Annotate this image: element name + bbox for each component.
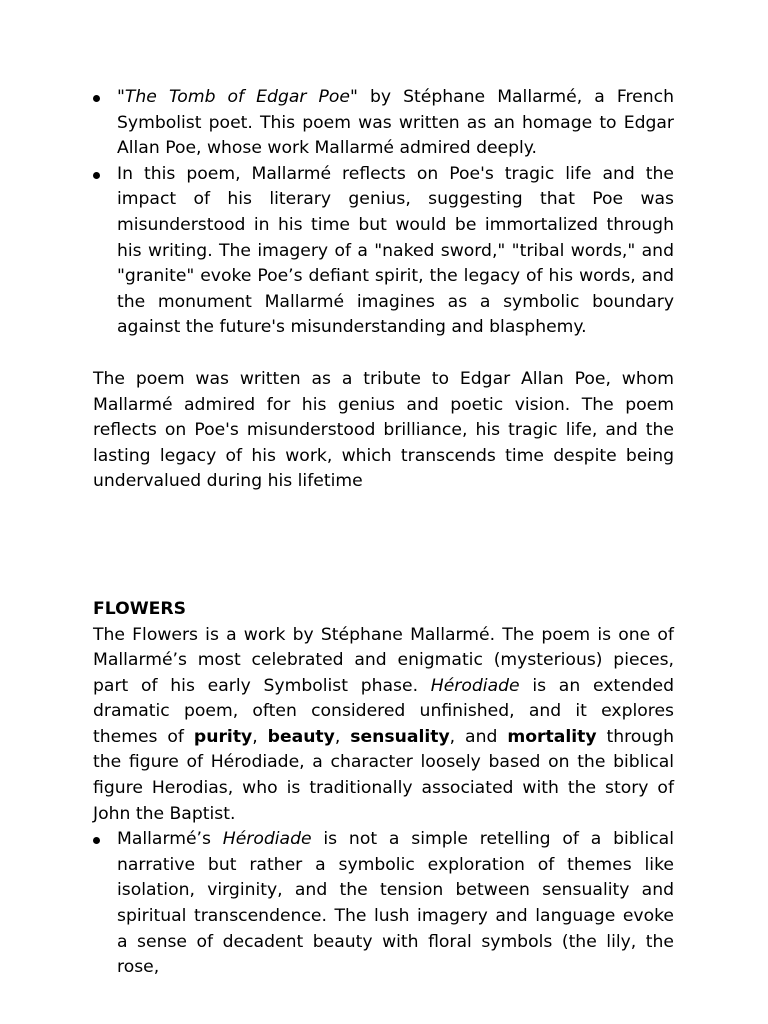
section-heading-flowers: FLOWERS (93, 598, 187, 619)
list-item-text: by Stéphane Mallarmé, a French Symbolist poet. This poem was written as an homage to Edgar Allan Poe, whose work Mallarmé admired deeply. (117, 87, 674, 159)
bullet-icon (93, 172, 100, 179)
list-item (93, 162, 674, 341)
spacer (93, 341, 674, 367)
text-run: is not a simple retelling of a biblical narrative but rather a symbolic exploration of themes like isolation, virginity, and the tension between sensuality and spiritual transcendence. The lush imagery and language evoke a sense of decadent beauty with floral symbols (the lily, the rose, (117, 829, 674, 978)
text-run: through the figure of Hérodiade, a character loosely based on the biblical figure Herodias, who is traditionally associated with the story of John the Baptist. (93, 726, 674, 824)
bold-term: mortality (507, 726, 597, 747)
document-page (93, 85, 674, 981)
bullet-list-herodiade (93, 827, 674, 981)
list-item-text: In this poem, Mallarmé reflects on Poe's tragic life and the impact of his literary genius, suggesting that Poe was misunderstood in his time but would be immortalized through his writing. The imagery of a "naked sword," "tribal words," and "granite" evoke Poe’s defiant spirit, the legacy of his words, and the monument Mallarmé imagines as a symbolic boundary against the future's misunderstanding and blasphemy. (117, 163, 674, 338)
bullet-icon (93, 95, 100, 102)
bold-term: beauty (267, 726, 335, 747)
italic-title: Hérodiade (430, 675, 520, 696)
poem-title: "The Tomb of Edgar Poe" (117, 87, 358, 107)
flowers-paragraph (93, 623, 674, 828)
text-run: , and (449, 726, 508, 747)
list-item (93, 827, 674, 981)
poe-summary-paragraph: The poem was written as a tribute to Edgar Allan Poe, whom Mallarmé admired for his genius and poetic vision. The poem reflects on Poe's misunderstood brilliance, his tragic life, and the lasting legacy of his work, which transcends time despite being undervalued during his lifetime (93, 368, 674, 492)
bold-term: purity (193, 726, 253, 747)
spacer (93, 495, 674, 597)
list-item (93, 85, 674, 162)
bullet-icon (93, 837, 100, 844)
text-run: , (252, 726, 268, 747)
italic-title: Hérodiade (222, 829, 312, 850)
text-run: The Flowers is a work by Stéphane Mallarmé. The poem is one of Mallarmé’s most celebrated and enigmatic (mysterious) pieces, part of his early Symbolist phase. (93, 624, 674, 696)
bullet-list-poe (93, 85, 674, 341)
text-run: Mallarmé’s (117, 829, 223, 850)
text-run: is an extended dramatic poem, often considered unfinished, and it explores themes of (93, 675, 674, 747)
text-run: , (334, 726, 351, 747)
bold-term: sensuality (350, 726, 450, 747)
